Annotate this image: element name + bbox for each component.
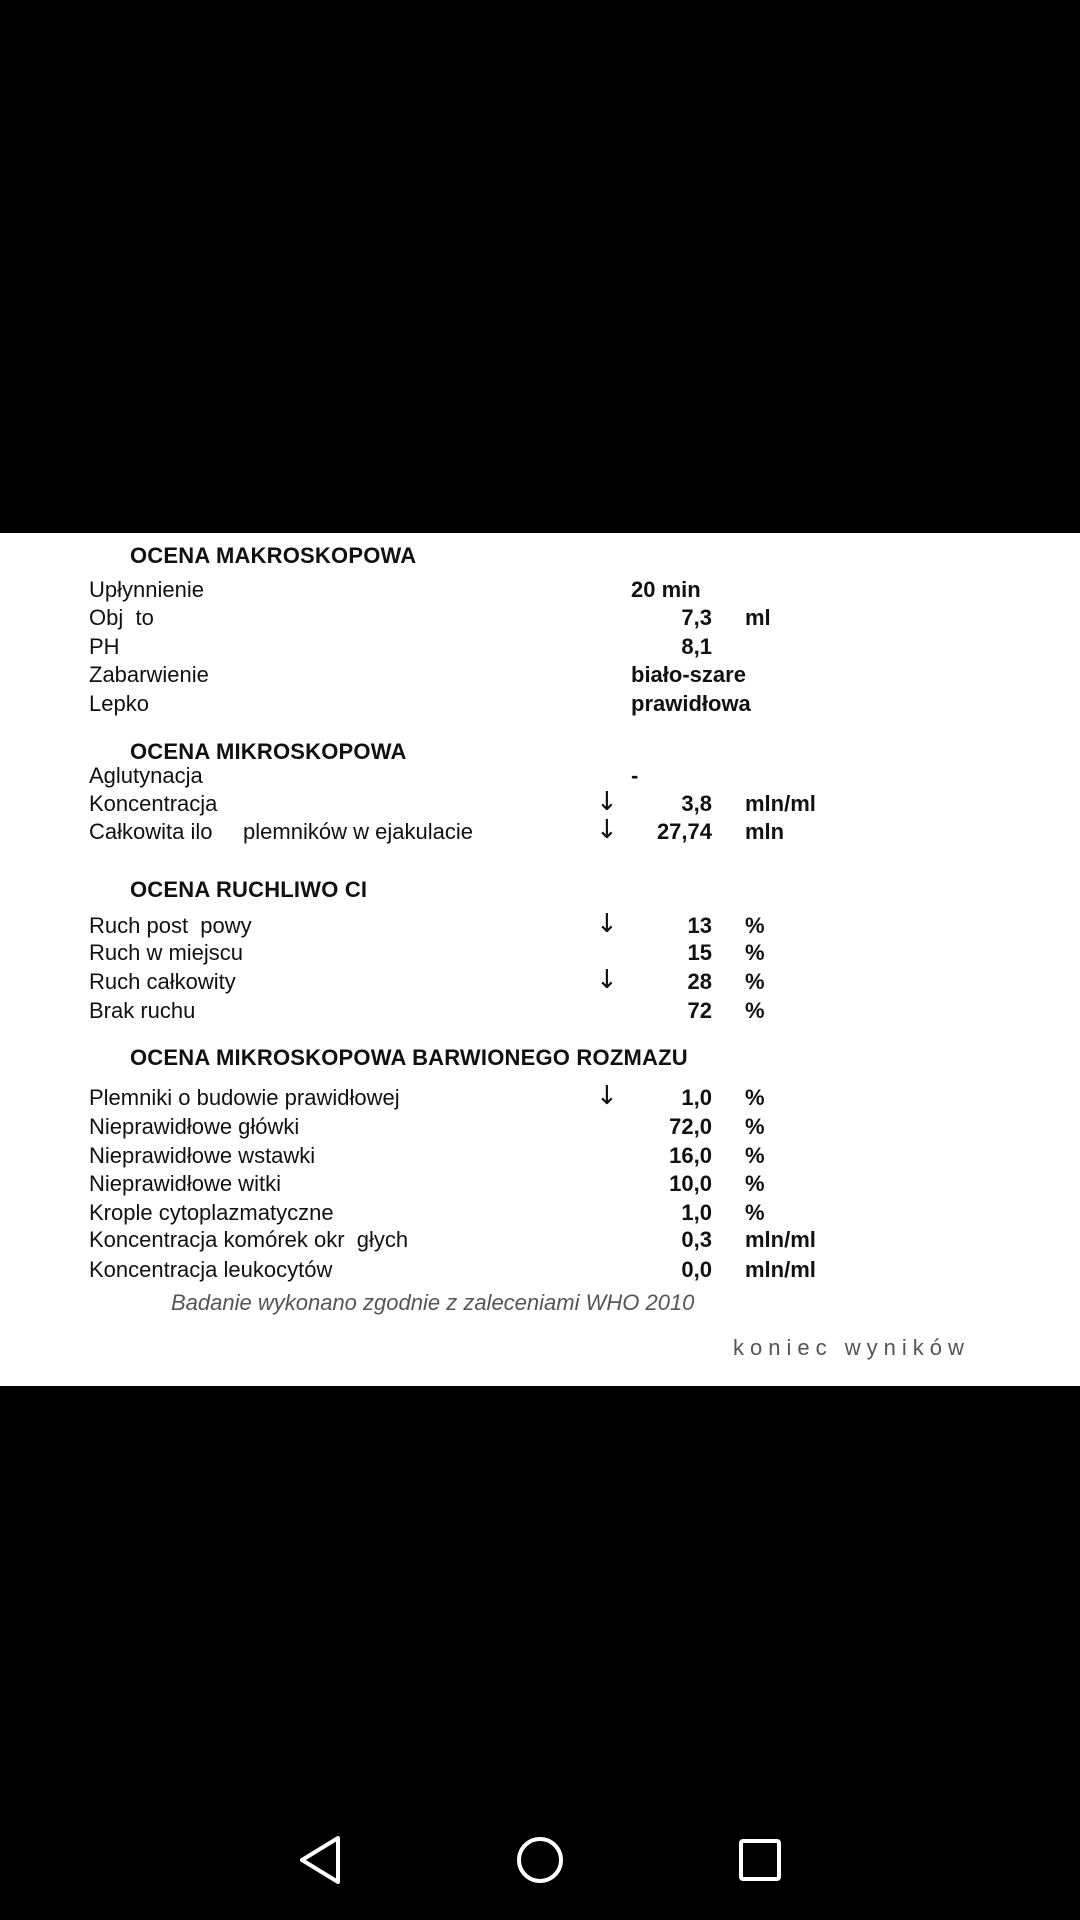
result-value: prawidłowa [631,691,751,716]
recents-square-icon [736,1836,784,1884]
result-row [0,940,1080,968]
result-value: 3,8 [681,791,712,816]
result-label: Całkowita ilo plemników w ejakulacie [89,819,473,844]
section-heading-motility: OCENA RUCHLIWO CI [130,877,368,902]
result-value: biało-szare [631,662,746,687]
result-row [0,998,1080,1026]
result-unit: mln/ml [745,791,816,816]
result-row [0,577,1080,605]
result-row [0,662,1080,690]
result-label: Nieprawidłowe witki [89,1171,281,1196]
result-row [0,965,1080,997]
recents-button[interactable] [720,1820,800,1900]
result-row [0,1257,1080,1285]
result-unit: % [745,969,765,994]
result-value: 8,1 [681,634,712,659]
result-label: Ruch post powy [89,913,252,938]
result-label: Koncentracja komórek okr głych [89,1227,409,1252]
result-label: Krople cytoplazmatyczne [89,1200,334,1225]
result-row [0,1227,1080,1255]
result-row [0,763,1080,791]
result-unit: % [745,1114,765,1139]
result-value: 1,0 [681,1200,712,1225]
result-label: Koncentracja leukocytów [89,1257,333,1282]
result-row [0,634,1080,662]
result-label: Aglutynacja [89,763,203,788]
result-value: 7,3 [681,605,712,630]
below-norm-arrow-icon: ↓ [596,1081,618,1111]
result-value: 15 [687,940,712,965]
result-unit: ml [745,605,771,630]
result-label: Nieprawidłowe wstawki [89,1143,316,1168]
result-label: Lepko [89,691,149,716]
result-label: Koncentracja [89,791,218,816]
result-unit: % [745,1085,765,1110]
result-unit: % [745,940,765,965]
result-unit: mln/ml [745,1257,816,1282]
result-unit: mln/ml [745,1227,816,1252]
result-label: PH [89,634,120,659]
result-unit: % [745,913,765,938]
section-heading-macroscopic: OCENA MAKROSKOPOWA [130,543,417,568]
result-row [0,1143,1080,1171]
footnote: Badanie wykonano zgodnie z zaleceniami WHO 2010 [171,1290,695,1315]
result-label: Upłynnienie [89,577,204,602]
result-value: - [631,763,639,788]
result-unit: % [745,1143,765,1168]
result-row [0,605,1080,633]
home-button[interactable] [500,1820,580,1900]
lab-result-document [0,533,1080,1386]
result-unit: mln [745,819,785,844]
result-label: Ruch całkowity [89,969,236,994]
result-value: 0,0 [681,1257,712,1282]
result-unit: % [745,998,765,1023]
result-row [0,815,1080,847]
result-row [0,691,1080,719]
result-label: Obj to [89,605,154,630]
below-norm-arrow-icon: ↓ [596,787,618,817]
result-label: Zabarwienie [89,662,209,687]
below-norm-arrow-icon: ↓ [596,815,618,845]
result-row [0,1081,1080,1113]
result-value: 1,0 [681,1085,712,1110]
result-value: 27,74 [656,819,712,844]
result-value: 72 [687,998,712,1023]
result-value: 28 [687,969,712,994]
result-value: 13 [687,913,712,938]
result-unit: % [745,1171,765,1196]
result-row [0,787,1080,819]
end-of-results-label: koniec wyników [733,1335,970,1360]
result-row [0,909,1080,941]
back-button[interactable] [280,1820,360,1900]
result-value: 72,0 [669,1114,712,1139]
result-row [0,1171,1080,1199]
home-circle-icon [514,1834,566,1886]
section-heading-microscopic: OCENA MIKROSKOPOWA [130,739,407,764]
section-heading-stained-smear: OCENA MIKROSKOPOWA BARWIONEGO ROZMAZU [130,1045,688,1070]
result-row [0,1200,1080,1228]
result-row [0,1114,1080,1142]
below-norm-arrow-icon: ↓ [596,909,618,939]
result-label: Brak ruchu [89,998,196,1023]
below-norm-arrow-icon: ↓ [596,965,618,995]
back-triangle-icon [296,1834,344,1886]
result-label: Nieprawidłowe główki [89,1114,300,1139]
result-value: 16,0 [669,1143,712,1168]
result-value: 20 min [631,577,701,602]
result-value: 0,3 [681,1227,712,1252]
result-unit: % [745,1200,765,1225]
result-value: 10,0 [669,1171,712,1196]
result-label: Plemniki o budowie prawidłowej [89,1085,400,1110]
result-label: Ruch w miejscu [89,940,244,965]
android-navigation-bar [0,1800,1080,1920]
